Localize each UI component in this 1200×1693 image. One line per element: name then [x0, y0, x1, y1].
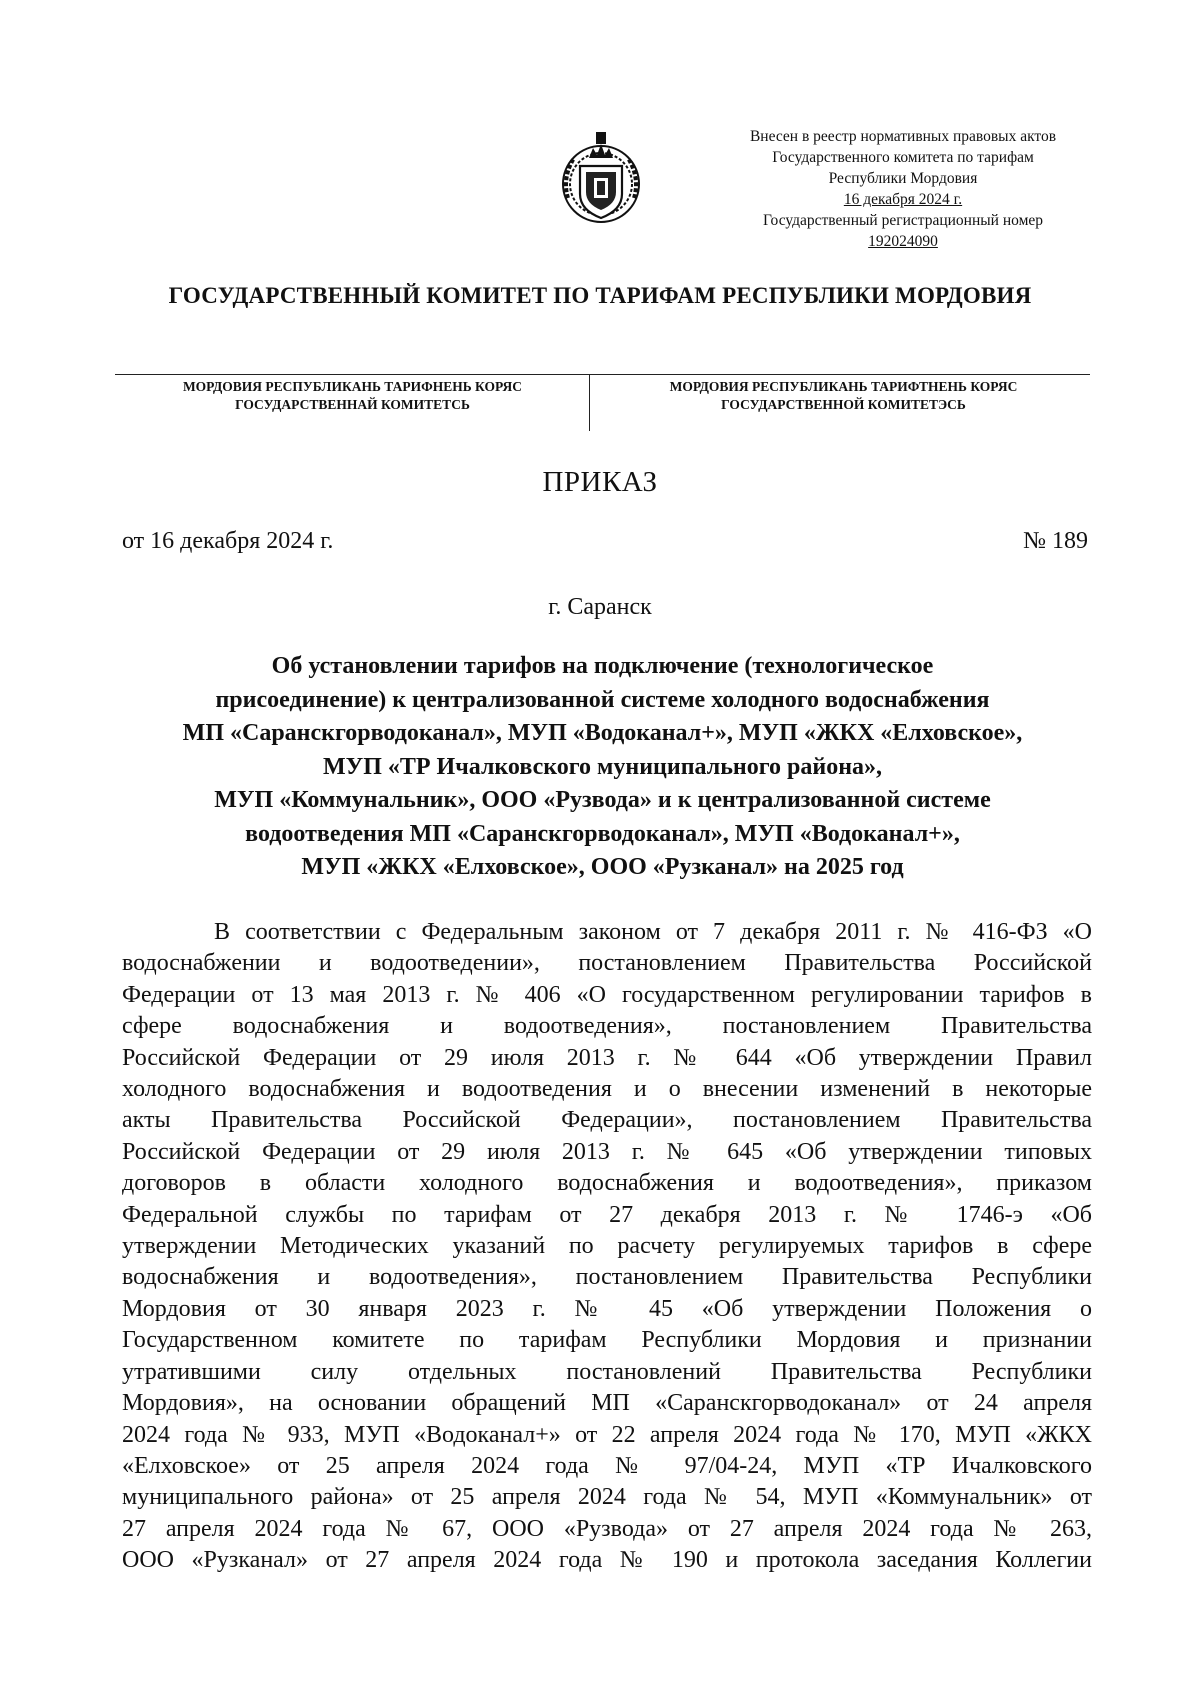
body-line: холодного водоснабжения и водоотведения и о внесении изменений в некоторые [122, 1076, 1092, 1103]
committee-name-moksha-line1: МОРДОВИЯ РЕСПУБЛИКАНЬ ТАРИФНЕНЬ КОРЯС [182, 379, 523, 394]
order-body [122, 917, 1092, 1577]
body-line: муниципального района» от 25 апреля 2024 года № 54, МУП «Коммунальник» от [122, 1484, 1092, 1511]
heading-line: водоотведения МП «Саранскгорводоканал», МУП «Водоканал+», [245, 820, 960, 847]
order-date: от 16 декабря 2024 г. [122, 528, 334, 554]
body-line: Государственном комитете по тарифам Республики Мордовия и признании [122, 1327, 1092, 1354]
body-line: Мордовия от 30 января 2023 г. № 45 «Об утверждении Положения о [122, 1295, 1092, 1322]
registry-line: Государственный регистрационный номер [762, 212, 1044, 229]
order-number: № 189 [1023, 528, 1088, 554]
header-divider [589, 374, 590, 431]
heading-line: МУП «ТР Ичалковского муниципального района», [322, 753, 883, 780]
body-line: Российской Федерации от 29 июля 2013 г. № 645 «Об утверждении типовых [122, 1138, 1092, 1165]
committee-name-moksha [120, 378, 585, 414]
committee-name-erzya-line1: МОРДОВИЯ РЕСПУБЛИКАНЬ ТАРИФТНЕНЬ КОРЯС [669, 379, 1018, 394]
heading-line: МП «Саранскгорводоканал», МУП «Водоканал+», МУП «ЖКХ «Елховское», [182, 720, 1023, 746]
coat-of-arms-emblem [556, 128, 646, 228]
body-line: договоров в области холодного водоснабжения и водоотведения», приказом [122, 1170, 1092, 1197]
body-line: водоснабжения и водоотведения», постановлением Правительства Республики [122, 1264, 1092, 1291]
body-line: утратившими силу отдельных постановлений Правительства Республики [122, 1358, 1092, 1385]
registry-date: 16 декабря 2024 г. [843, 191, 963, 208]
registry-stamp [718, 126, 1088, 252]
body-line: утверждении Методических указаний по расчету регулируемых тарифов в сфере [122, 1233, 1092, 1260]
body-line: водоснабжении и водоотведении», постановлением Правительства Российской [122, 950, 1092, 977]
header-rule [115, 374, 1090, 375]
body-line: акты Правительства Российской Федерации», постановлением Правительства [122, 1107, 1092, 1134]
order-city: г. Саранск [548, 594, 652, 620]
order-title: ПРИКАЗ [542, 466, 658, 498]
heading-line: МУП «ЖКХ «Елховское», ООО «Рузканал» на 2025 год [301, 854, 904, 880]
body-line: В соответствии с Федеральным законом от 7 декабря 2011 г. № 416-ФЗ «О [214, 919, 1092, 945]
body-line: «Елховское» от 25 апреля 2024 года № 97/04-24, МУП «ТР Ичалковского [122, 1452, 1092, 1479]
committee-name-moksha-line2: ГОСУДАРСТВЕННАЙ КОМИТЕТСЬ [235, 397, 470, 412]
body-line: Мордовия», на основании обращений МП «Саранскгорводоканал» от 24 апреля [122, 1390, 1092, 1417]
body-line: сфере водоснабжения и водоотведения», постановлением Правительства [122, 1013, 1092, 1040]
committee-name-erzya [596, 378, 1091, 414]
committee-name: ГОСУДАРСТВЕННЫЙ КОМИТЕТ ПО ТАРИФАМ РЕСПУБЛИКИ МОРДОВИЯ [168, 283, 1032, 308]
body-line: Российской Федерации от 29 июля 2013 г. № 644 «Об утверждении Правил [122, 1044, 1092, 1071]
order-heading [115, 650, 1090, 885]
body-line: Федерации от 13 мая 2013 г. № 406 «О государственном регулировании тарифов в [122, 981, 1092, 1008]
registry-number: 192024090 [868, 233, 938, 250]
registry-line: Государственного комитета по тарифам [772, 149, 1034, 166]
heading-line: присоединение) к централизованной системе холодного водоснабжения [215, 686, 990, 713]
body-line: 27 апреля 2024 года № 67, ООО «Рузвода» от 27 апреля 2024 года № 263, [122, 1515, 1092, 1542]
heading-line: Об установлении тарифов на подключение (технологическое [271, 653, 934, 679]
registry-line: Республики Мордовия [828, 170, 978, 187]
body-line: 2024 года № 933, МУП «Водоканал+» от 22 апреля 2024 года № 170, МУП «ЖКХ [122, 1421, 1092, 1448]
body-line: Федеральной службы по тарифам от 27 декабря 2013 г. № 1746-э «Об [122, 1201, 1092, 1228]
committee-name-erzya-line2: ГОСУДАРСТВЕННОЙ КОМИТЕТЭСЬ [721, 397, 966, 412]
heading-line: МУП «Коммунальник», ООО «Рузвода» и к централизованной системе [214, 787, 991, 813]
body-line: ООО «Рузканал» от 27 апреля 2024 года № 190 и протокола заседания Коллегии [122, 1547, 1092, 1574]
registry-line: Внесен в реестр нормативных правовых актов [749, 128, 1057, 145]
